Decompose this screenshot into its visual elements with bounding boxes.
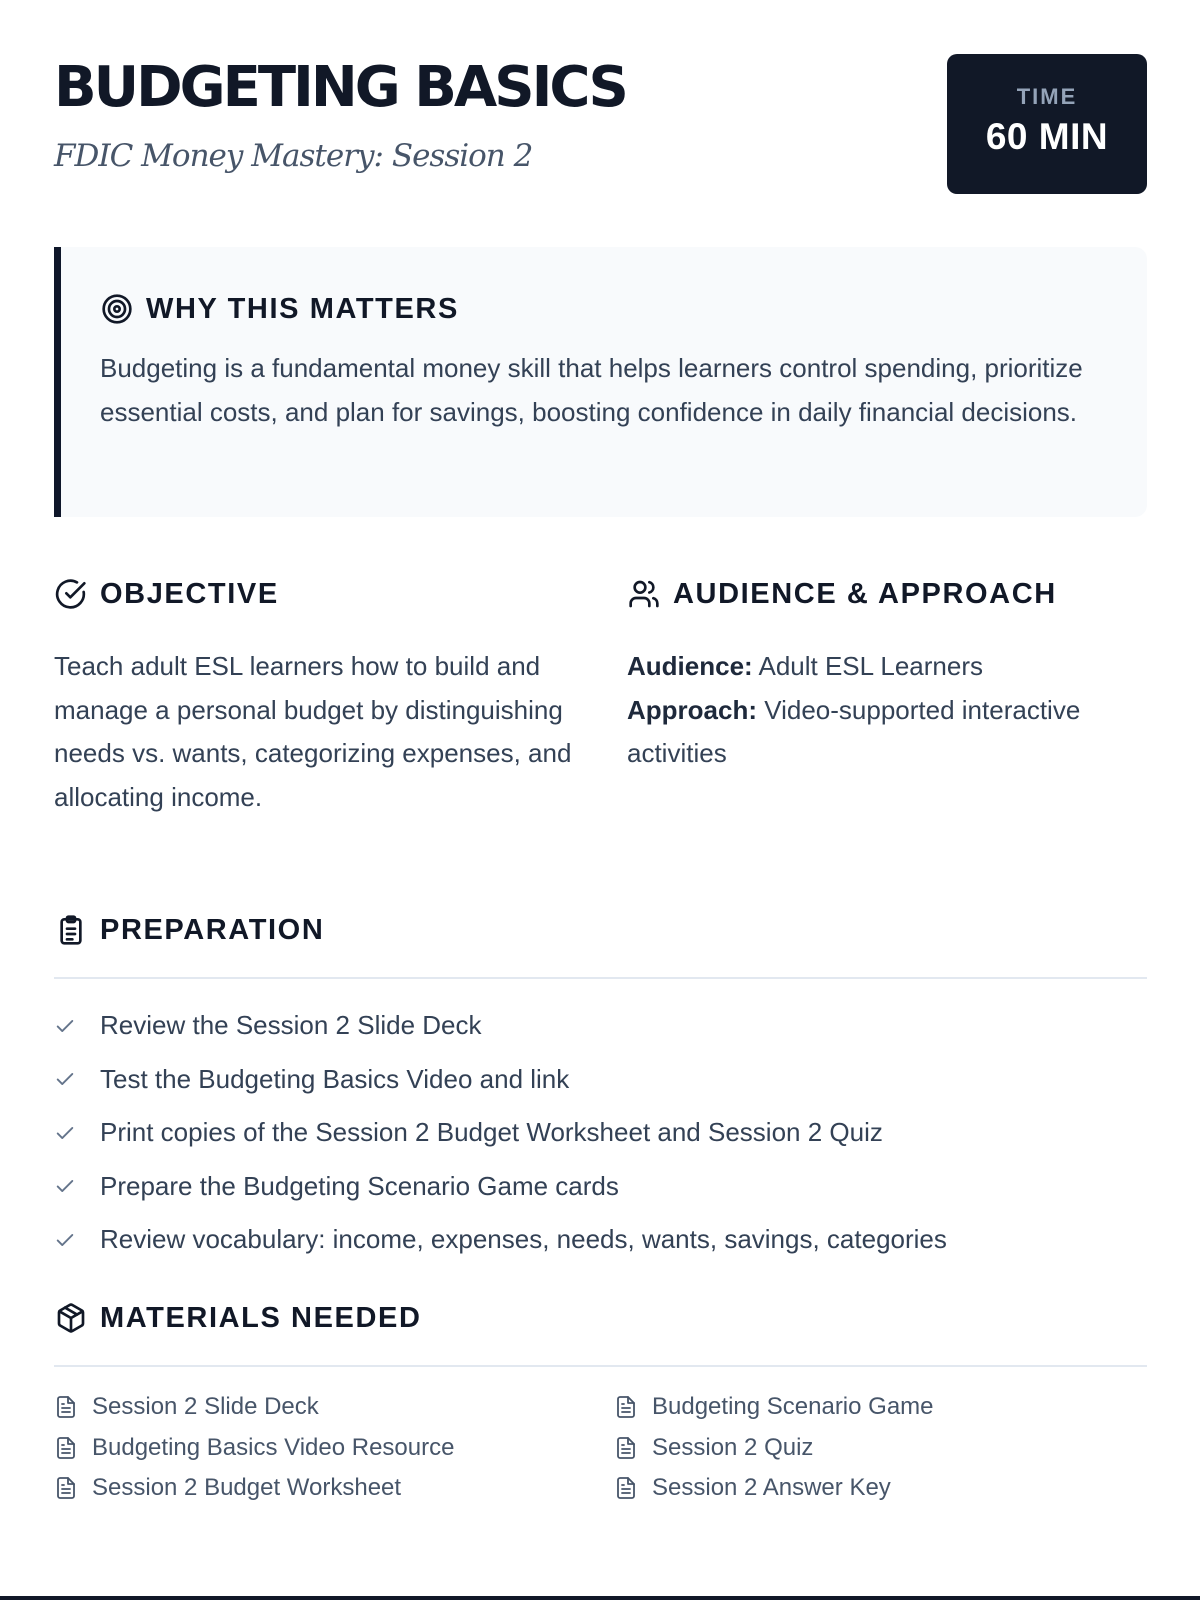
objective-heading	[54, 575, 574, 613]
preparation-item	[54, 1213, 1147, 1267]
audience-line	[627, 645, 1147, 689]
header	[54, 0, 1147, 200]
audience-approach-section	[627, 575, 1147, 776]
preparation-divider	[54, 977, 1147, 979]
audience-approach-title: AUDIENCE & APPROACH	[673, 577, 1057, 610]
why-this-matters-text: Budgeting is a fundamental money skill that helps learners control spending, prioritize essential costs, and plan for savings, boosting confidence in daily financial decisions.	[100, 353, 1083, 427]
page-title: BUDGETING BASICS	[54, 55, 626, 120]
materials-list	[54, 1387, 1147, 1509]
material-item-text: Budgeting Basics Video Resource	[92, 1433, 455, 1461]
bottom-border	[0, 1596, 1200, 1600]
preparation-item-text: Review vocabulary: income, expenses, needs, wants, savings, categories	[100, 1224, 947, 1255]
preparation-section	[54, 910, 1147, 1267]
material-item	[614, 1428, 1147, 1469]
material-item	[54, 1428, 614, 1469]
material-item-text: Budgeting Scenario Game	[652, 1393, 934, 1421]
document-icon	[54, 1395, 92, 1419]
document-icon	[614, 1476, 652, 1500]
time-label: TIME	[1016, 84, 1078, 109]
why-this-matters-title: WHY THIS MATTERS	[146, 292, 459, 325]
approach-label: Approach:	[627, 694, 757, 725]
check-circle-icon	[54, 577, 88, 611]
checkmark-icon	[54, 1068, 100, 1090]
material-item	[614, 1387, 1147, 1428]
materials-section	[54, 1298, 1147, 1509]
objective-section	[54, 575, 574, 819]
material-item	[54, 1387, 614, 1428]
target-icon	[100, 292, 134, 326]
materials-heading	[54, 1298, 1147, 1338]
materials-title: MATERIALS NEEDED	[100, 1301, 422, 1334]
material-item-text: Session 2 Slide Deck	[92, 1393, 319, 1421]
material-item	[614, 1468, 1147, 1509]
preparation-item	[54, 1160, 1147, 1214]
preparation-item-text: Test the Budgeting Basics Video and link	[100, 1063, 570, 1094]
box-icon	[54, 1301, 88, 1335]
preparation-item-text: Prepare the Budgeting Scenario Game cards	[100, 1170, 619, 1201]
time-badge	[947, 54, 1147, 194]
preparation-item	[54, 1106, 1147, 1160]
clipboard-icon	[54, 913, 88, 947]
preparation-title: PREPARATION	[100, 913, 325, 946]
why-this-matters-heading	[100, 292, 459, 326]
material-item	[54, 1468, 614, 1509]
audience-label: Audience:	[627, 651, 753, 681]
checkmark-icon	[54, 1229, 100, 1251]
document-icon	[54, 1476, 92, 1500]
document-icon	[614, 1436, 652, 1460]
preparation-list	[54, 999, 1147, 1267]
objective-text: Teach adult ESL learners how to build and manage a personal budget by distinguishing needs vs. wants, categorizing expenses, and allocating income.	[54, 651, 572, 812]
document-icon	[54, 1436, 92, 1460]
audience-approach-text	[627, 645, 1147, 776]
lesson-plan-page	[54, 0, 1147, 1502]
material-item-text: Session 2 Budget Worksheet	[92, 1474, 402, 1502]
material-item-text: Session 2 Quiz	[652, 1433, 814, 1461]
why-this-matters-panel	[54, 247, 1147, 517]
audience-approach-heading	[627, 575, 1147, 613]
checkmark-icon	[54, 1122, 100, 1144]
objective-title: OBJECTIVE	[100, 577, 279, 610]
approach-value: Video-supported interactive activities	[627, 694, 1081, 768]
preparation-item-text: Review the Session 2 Slide Deck	[100, 1010, 482, 1041]
time-value: 60 MIN	[985, 116, 1109, 157]
material-item-text: Session 2 Answer Key	[652, 1474, 891, 1502]
checkmark-icon	[54, 1175, 100, 1197]
users-icon	[627, 577, 661, 611]
preparation-item	[54, 1053, 1147, 1107]
preparation-item	[54, 999, 1147, 1053]
approach-line	[627, 689, 1147, 776]
checkmark-icon	[54, 1015, 100, 1037]
audience-value: Adult ESL Learners	[752, 651, 983, 681]
preparation-item-text: Print copies of the Session 2 Budget Worksheet and Session 2 Quiz	[100, 1117, 883, 1148]
preparation-heading	[54, 910, 1147, 950]
document-icon	[614, 1395, 652, 1419]
page-subtitle: FDIC Money Mastery: Session 2	[54, 138, 533, 174]
materials-divider	[54, 1365, 1147, 1367]
